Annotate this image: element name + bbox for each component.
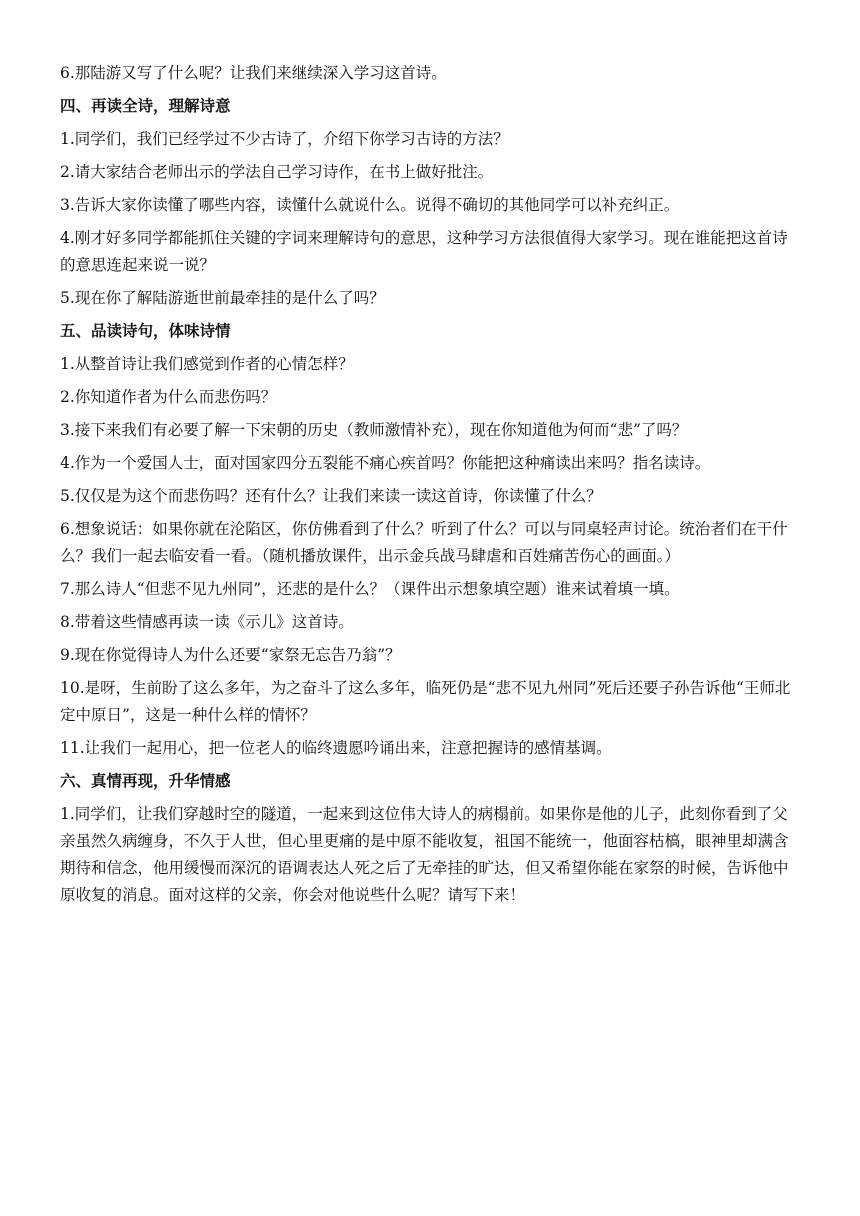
paragraph: 1.同学们，让我们穿越时空的隧道，一起来到这位伟大诗人的病榻前。如果你是他的儿子，此刻你看到了父亲虽然久病缠身，不久于人世，但心里更痛的是中原不能收复，祖国不能统一，他面容枯槁，眼神里却满含期待和信念，他用缓慢而深沉的语调表达人死之后了无牵挂的旷达，但又希望你能在家祭的时候，告诉他中原收复的消息。面对这样的父亲，你会对他说些什么呢？请写下来！ xyxy=(60,805,789,904)
paragraph: 3.告诉大家你读懂了哪些内容，读懂什么就说什么。说得不确切的其他同学可以补充纠正。 xyxy=(60,196,680,214)
paragraph: 2.你知道作者为什么而悲伤吗？ xyxy=(60,388,277,406)
paragraph: 5.仅仅是为这个而悲伤吗？还有什么？让我们来读一读这首诗，你读懂了什么？ xyxy=(60,487,602,505)
paragraph: 4.作为一个爱国人士，面对国家四分五裂能不痛心疾首吗？你能把这种痛读出来吗？指名读诗。 xyxy=(60,454,711,472)
section-heading: 四、再读全诗，理解诗意 xyxy=(60,97,231,115)
paragraph: 3.接下来我们有必要了解一下宋朝的历史（教师激情补充），现在你知道他为何而“悲”了吗？ xyxy=(60,421,688,439)
paragraph: 7.那么诗人“但悲不见九州同”，还悲的是什么？（课件出示想象填空题）谁来试着填一填。 xyxy=(60,580,680,598)
document-page xyxy=(60,60,794,915)
paragraph: 8.带着这些情感再读一读《示儿》这首诗。 xyxy=(60,613,354,631)
paragraph: 10.是呀，生前盼了这么多年，为之奋斗了这么多年，临死仍是“悲不见九州同”死后还要子孙告诉他“王师北定中原日”，这是一种什么样的情怀？ xyxy=(60,679,791,724)
paragraph: 6.那陆游又写了什么呢？让我们来继续深入学习这首诗。 xyxy=(60,64,447,82)
section-heading: 五、品读诗句，体味诗情 xyxy=(60,322,231,340)
paragraph: 11.让我们一起用心，把一位老人的临终遗愿吟诵出来，注意把握诗的感情基调。 xyxy=(60,739,612,757)
section-heading: 六、真情再现，升华情感 xyxy=(60,772,231,790)
paragraph: 6.想象说话：如果你就在沦陷区，你仿佛看到了什么？听到了什么？可以与同桌轻声讨论。统治者们在干什么？我们一起去临安看一看。（随机播放课件，出示金兵战马肆虐和百姓痛苦伤心的画面。） xyxy=(60,520,788,565)
paragraph: 2.请大家结合老师出示的学法自己学习诗作，在书上做好批注。 xyxy=(60,163,494,181)
paragraph: 1.从整首诗让我们感觉到作者的心情怎样？ xyxy=(60,355,354,373)
paragraph: 9.现在你觉得诗人为什么还要“家祭无忘告乃翁”？ xyxy=(60,646,401,664)
paragraph: 5.现在你了解陆游逝世前最牵挂的是什么了吗？ xyxy=(60,289,385,307)
paragraph: 1.同学们，我们已经学过不少古诗了，介绍下你学习古诗的方法？ xyxy=(60,130,509,148)
paragraph: 4.刚才好多同学都能抓住关键的字词来理解诗句的意思，这种学习方法很值得大家学习。现在谁能把这首诗的意思连起来说一说？ xyxy=(60,229,788,274)
